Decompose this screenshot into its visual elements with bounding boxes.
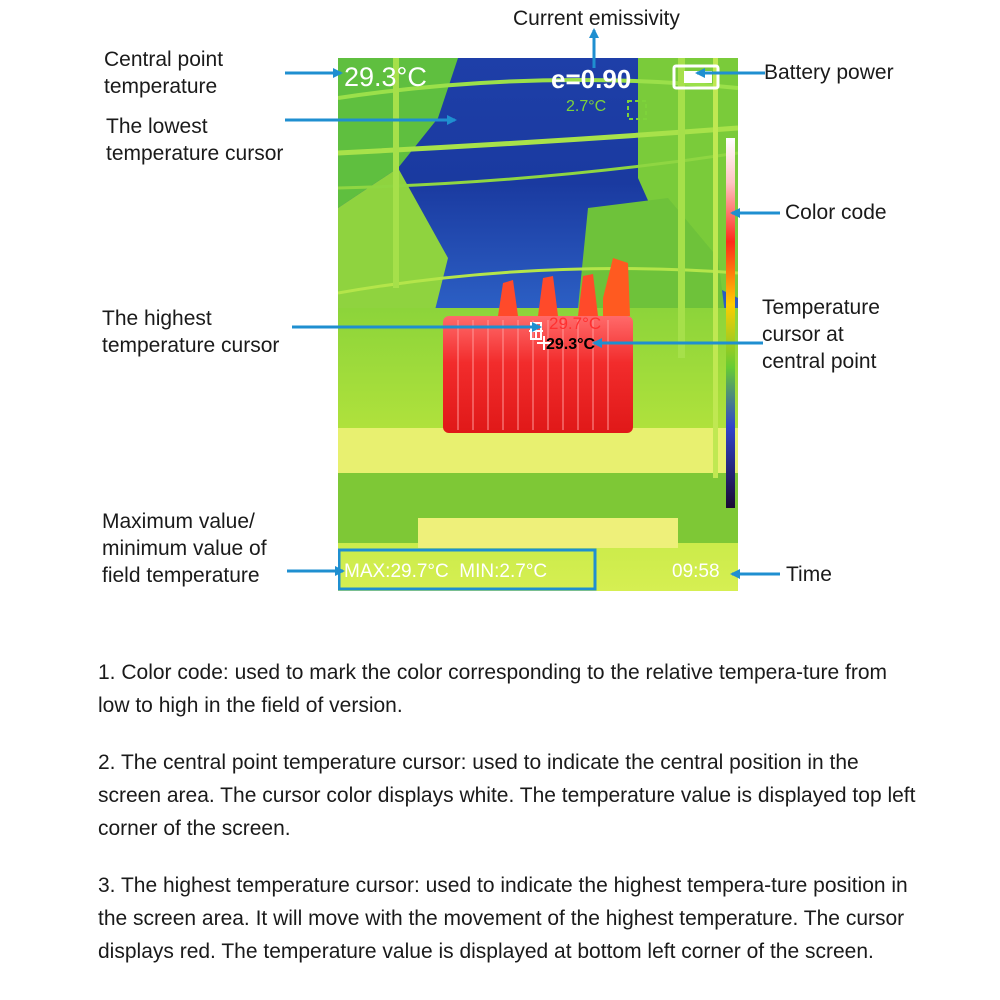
central-point-temperature-label: Central point temperature: [104, 48, 224, 98]
time-label: Time: [786, 563, 832, 586]
paragraph-highest-cursor: 3. The highest temperature cursor: used to indicate the highest tempera-ture position in the screen area. It will move with the movement of the highest temperature. The cursor displays red. The temperature value is displayed at bottom left corner of the screen.: [98, 874, 908, 963]
current-emissivity-label: Current emissivity: [513, 7, 680, 30]
time-readout: 09:58: [672, 561, 720, 582]
battery-power-label: Battery power: [764, 61, 894, 84]
min-cursor-temperature: 2.7°C: [566, 98, 607, 115]
max-min-field-temperature-label: Maximum value/ minimum value of field temperature: [102, 510, 267, 587]
max-cursor-temperature: 29.7°C: [549, 314, 602, 333]
emissivity-readout: e=0.90: [551, 64, 632, 94]
center-temperature-readout: 29.3°C: [344, 62, 427, 92]
max-min-field-readout: MAX:29.7°C MIN:2.7°C: [344, 561, 548, 582]
color-code-label: Color code: [785, 201, 887, 224]
center-temperature-cursor-label: Temperature cursor at central point: [762, 296, 880, 373]
lowest-temperature-cursor-label: The lowest temperature cursor: [106, 115, 284, 165]
center-cursor-temperature: 29.3°C: [546, 336, 596, 353]
paragraph-color-code: 1. Color code: used to mark the color corresponding to the relative tempera-ture from low to high in the field of version.: [98, 661, 888, 717]
paragraph-center-cursor: 2. The central point temperature cursor: used to indicate the central position in the screen area. The cursor color displays white. The temperature value is displayed top left corner of the screen.: [98, 751, 916, 840]
highest-temperature-cursor-label: The highest temperature cursor: [102, 307, 280, 357]
